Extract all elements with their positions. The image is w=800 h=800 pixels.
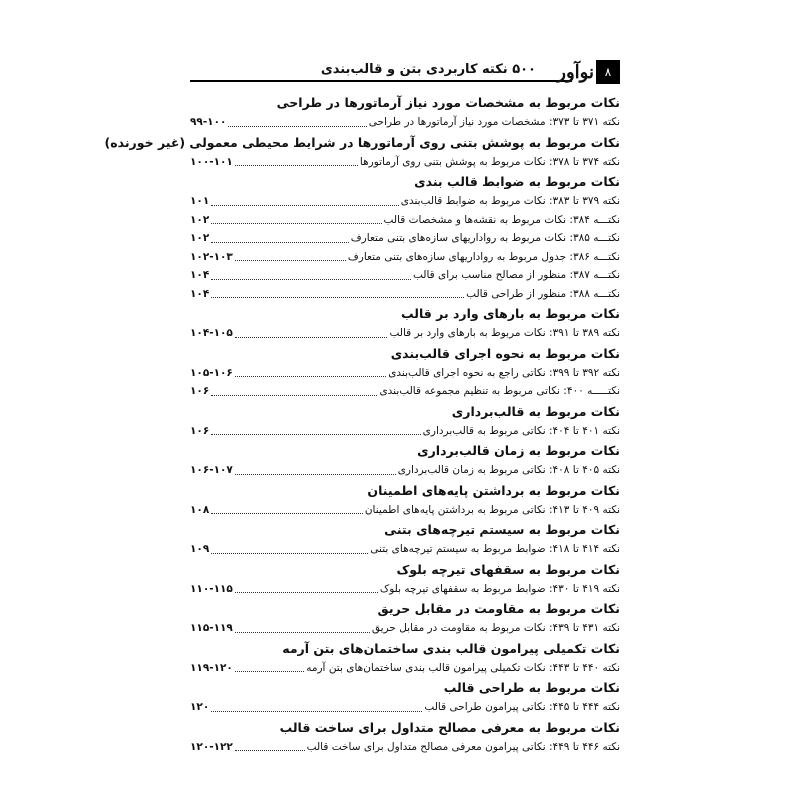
toc-section <box>190 171 620 303</box>
dot-leader <box>211 711 422 712</box>
entry-text: نکته ۳۷۱ تا ۳۷۳: مشخصات مورد نیاز آرماتورها در طراحی <box>368 116 620 128</box>
toc-entry <box>190 659 620 678</box>
dot-leader <box>235 260 346 261</box>
entry-pages: ۱۲۰ <box>190 701 210 713</box>
dot-leader <box>235 376 386 377</box>
entry-text: نکتـــه ۳۸۸: منظور از طراحی قالب <box>466 287 620 300</box>
entry-pages: ۱۰۴-۱۰۵ <box>190 327 233 339</box>
entry-text: نکته ۴۴۰ تا ۴۴۳: نکات تکمیلی پیرامون قالب بندی ساختمان‌های بتن آرمه <box>306 661 620 674</box>
section-title: نکات مربوط به سیستم تیرچه‌های بتنی <box>384 522 620 537</box>
section-title: نکات مربوط به زمان قالب‌برداری <box>417 443 620 458</box>
toc-entry <box>190 501 620 520</box>
toc-entry <box>190 461 620 480</box>
toc-section <box>190 440 620 480</box>
dot-leader <box>211 297 464 298</box>
entry-text: نکته ۳۷۴ تا ۳۷۸: نکات مربوط به پوشش بتنی روی آرماتورها <box>359 155 620 168</box>
section-title: نکات مربوط به برداشتن پایه‌های اطمینان <box>367 482 620 498</box>
toc-entry <box>190 211 620 230</box>
entry-text: نکتـــه ۳۸۵: نکات مربوط به رواداریهای سازه‌های بتنی متعارف <box>350 232 620 244</box>
toc-entry <box>190 698 620 717</box>
entry-text: نکتـــــه ۴۰۰: نکاتی مربوط به تنظیم مجموعه قالب‌بندی <box>379 385 620 397</box>
toc-entry <box>190 619 620 638</box>
section-title: نکات مربوط به سقفهای تیرچه بلوک <box>396 561 620 577</box>
entry-text: نکتـــه ۳۸۷: منظور از مصالح مناسب برای قالب <box>412 269 620 281</box>
toc-section <box>190 343 620 401</box>
dot-leader <box>211 279 411 280</box>
toc-entry <box>190 192 620 211</box>
publisher-logo: نوآور <box>557 62 594 83</box>
entry-pages: ۱۰۶-۱۰۷ <box>190 464 233 476</box>
entry-text: نکته ۳۷۹ تا ۳۸۳: نکات مربوط به ضوابط قالب‌بندی <box>400 195 620 207</box>
entry-pages: ۱۱۵-۱۱۹ <box>190 622 233 634</box>
toc-section <box>190 717 620 757</box>
entry-pages: ۱۱۰-۱۱۵ <box>190 582 233 595</box>
toc-entry <box>190 382 620 401</box>
dot-leader <box>211 513 363 514</box>
dot-leader <box>235 165 358 166</box>
table-of-contents <box>104 92 620 756</box>
section-title: نکات مربوط به ضوابط قالب بندی <box>414 174 620 189</box>
toc-entry <box>190 113 620 132</box>
entry-text: نکته ۴۳۱ تا ۴۳۹: نکات مربوط به مقاومت در مقابل حریق <box>371 622 620 634</box>
entry-pages: ۱۰۱ <box>190 195 210 207</box>
toc-entry <box>190 738 620 757</box>
entry-text: نکته ۴۴۶ تا ۴۴۹: نکاتی پیرامون معرفی مصالح متداول برای ساخت قالب <box>306 740 620 753</box>
book-title: ۵۰۰ نکته کاربردی بتن و قالب‌بندی <box>320 62 536 77</box>
toc-entry <box>190 422 620 441</box>
toc-section <box>190 559 620 599</box>
dot-leader <box>235 592 378 593</box>
dot-leader <box>235 337 388 338</box>
entry-pages: ۱۲۰-۱۲۲ <box>190 740 233 753</box>
dot-leader <box>211 242 349 243</box>
section-title: نکات مربوط به پوشش بتنی روی آرماتورها در شرایط محیطی معمولی (غیر خورنده) <box>104 134 620 150</box>
toc-section <box>190 303 620 343</box>
entry-pages: ۱۰۶ <box>190 385 210 397</box>
entry-text: نکته ۳۹۲ تا ۳۹۹: نکاتی راجع به نحوه اجرای قالب‌بندی <box>388 366 620 379</box>
section-title: نکات مربوط به بارهای وارد بر قالب <box>401 306 620 321</box>
toc-entry <box>190 248 620 267</box>
dot-leader <box>235 750 305 751</box>
entry-pages: ۱۰۲-۱۰۳ <box>190 250 233 263</box>
dot-leader <box>211 205 399 206</box>
toc-entry <box>190 364 620 383</box>
dot-leader <box>228 126 366 127</box>
entry-pages: ۱۰۲ <box>190 213 210 226</box>
entry-pages: ۱۰۴ <box>190 287 210 300</box>
entry-text: نکته ۴۰۵ تا ۴۰۸: نکاتی مربوط به زمان قالب‌برداری <box>397 464 620 476</box>
toc-entry <box>190 266 620 285</box>
toc-entry <box>190 580 620 599</box>
entry-text: نکته ۴۱۴ تا ۴۱۸: ضوابط مربوط به سیستم تیرچه‌های بتنی <box>370 543 620 555</box>
dot-leader <box>235 632 370 633</box>
section-title: نکات تکمیلی پیرامون قالب بندی ساختمان‌های بتن آرمه <box>282 640 620 656</box>
toc-section <box>190 519 620 559</box>
header-rule <box>190 80 572 82</box>
entry-pages: ۱۰۵-۱۰۶ <box>190 366 233 379</box>
toc-entry <box>190 285 620 304</box>
entry-text: نکته ۳۸۹ تا ۳۹۱: نکات مربوط به بارهای وارد بر قالب <box>389 327 620 339</box>
entry-text: نکته ۴۰۱ تا ۴۰۴: نکاتی مربوط به قالب‌برداری <box>422 424 620 437</box>
entry-pages: ۱۰۴ <box>190 269 210 281</box>
dot-leader <box>211 434 420 435</box>
toc-entry <box>190 229 620 248</box>
entry-text: نکته ۴۴۴ تا ۴۴۵: نکاتی پیرامون طراحی قالب <box>424 701 620 713</box>
entry-pages: ۱۱۹-۱۲۰ <box>190 661 233 674</box>
section-title: نکات مربوط به قالب‌برداری <box>451 403 620 419</box>
dot-leader <box>235 474 396 475</box>
toc-section <box>190 92 620 132</box>
entry-text: نکتـــه ۳۸۴: نکات مربوط به نقشه‌ها و مشخصات قالب <box>383 213 620 226</box>
entry-text: نکتـــه ۳۸۶: جدول مربوط به رواداریهای سازه‌های بتنی متعارف <box>347 250 620 263</box>
toc-section <box>104 132 620 172</box>
page-number: ۸ <box>596 60 620 84</box>
entry-pages: ۱۰۰-۱۰۱ <box>190 155 233 168</box>
entry-pages: ۱۰۶ <box>190 424 210 437</box>
dot-leader <box>211 223 381 224</box>
page-header <box>190 60 620 86</box>
dot-leader <box>211 553 368 554</box>
toc-section <box>190 598 620 638</box>
toc-entry <box>190 153 620 172</box>
entry-pages: ۱۰۹ <box>190 543 210 555</box>
toc-section <box>190 480 620 520</box>
toc-entry <box>190 324 620 343</box>
toc-section <box>190 638 620 678</box>
section-title: نکات مربوط به مقاومت در مقابل حریق <box>377 601 620 616</box>
section-title: نکات مربوط به معرفی مصالح متداول برای ساخت قالب <box>279 719 620 735</box>
entry-text: نکته ۴۱۹ تا ۴۳۰: ضوابط مربوط به سقفهای تیرچه بلوک <box>379 582 620 595</box>
section-title: نکات مربوط به طراحی قالب <box>443 680 620 695</box>
section-title: نکات مربوط به مشخصات مورد نیاز آرماتورها در طراحی <box>276 95 620 110</box>
section-title: نکات مربوط به نحوه اجرای قالب‌بندی <box>390 345 620 361</box>
toc-section <box>190 677 620 717</box>
entry-text: نکته ۴۰۹ تا ۴۱۳: نکاتی مربوط به برداشتن پایه‌های اطمینان <box>364 503 620 516</box>
entry-pages: ۱۰۲ <box>190 232 210 244</box>
dot-leader <box>211 395 377 396</box>
entry-pages: ۱۰۸ <box>190 503 210 516</box>
entry-pages: ۹۹-۱۰۰ <box>190 116 227 128</box>
toc-entry <box>190 540 620 559</box>
toc-section <box>190 401 620 441</box>
dot-leader <box>235 671 304 672</box>
